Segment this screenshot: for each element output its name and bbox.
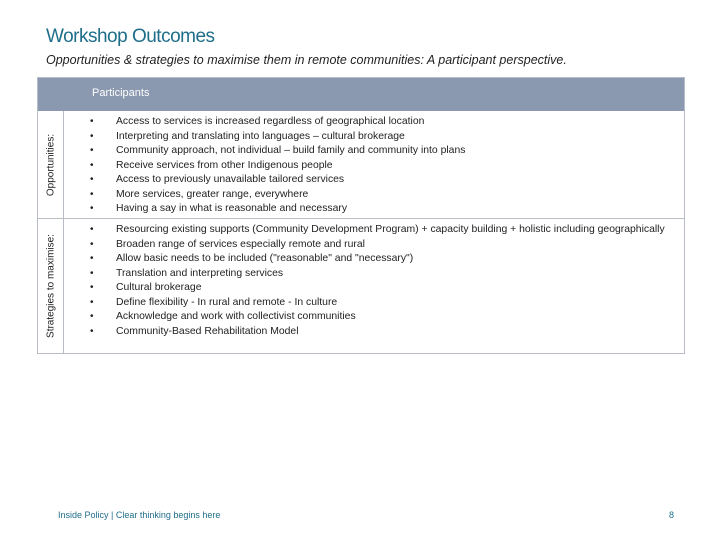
slide-title: Workshop Outcomes [46, 26, 215, 47]
list-item: • More services, greater range, everywhere [64, 188, 678, 203]
table-header [38, 78, 684, 111]
bullet-icon: • [90, 224, 94, 235]
bullet-icon: • [90, 188, 94, 200]
list-item: • Interpreting and translating into languages – cultural brokerage [64, 130, 678, 145]
row-label-opportunities: Opportunities: [45, 133, 56, 196]
list-item: • Receive services from other Indigenous people [64, 159, 678, 174]
bullet-icon: • [90, 174, 94, 185]
list-item: • Access to services is increased regardless of geographical location [64, 115, 678, 130]
list-item: • Define flexibility - In rural and remote - In culture [64, 296, 678, 311]
bullet-icon: • [90, 203, 94, 214]
list-item: • Community-Based Rehabilitation Model [64, 325, 678, 340]
list-item: • Cultural brokerage [64, 281, 678, 296]
row-opportunities [38, 111, 684, 219]
list-item: • Resourcing existing supports (Community Development Program) + capacity building + holistic including geographically [64, 223, 678, 238]
list-item: • Community approach, not individual – build family and community into plans [64, 144, 678, 159]
bullet-icon: • [90, 311, 94, 322]
row-strategies [38, 219, 684, 353]
bullet-icon: • [90, 145, 94, 156]
opportunities-list [64, 115, 678, 217]
bullet-icon: • [90, 238, 94, 250]
bullet-icon: • [90, 159, 94, 171]
slide-subtitle: Opportunities & strategies to maximise them in remote communities: A participant perspective. [46, 53, 567, 67]
bullet-icon: • [90, 130, 94, 142]
list-item: • Allow basic needs to be included ("reasonable" and "necessary") [64, 252, 678, 267]
bullet-icon: • [90, 282, 94, 293]
bullet-icon: • [90, 325, 94, 337]
footer-tagline: Inside Policy | Clear thinking begins here [58, 510, 221, 520]
bullet-icon: • [90, 116, 94, 127]
list-item: • Access to previously unavailable tailored services [64, 173, 678, 188]
bullet-icon: • [90, 296, 94, 308]
list-item: • Having a say in what is reasonable and necessary [64, 202, 678, 217]
list-item: • Translation and interpreting services [64, 267, 678, 282]
list-item: • Broaden range of services especially remote and rural [64, 238, 678, 253]
bullet-icon: • [90, 253, 94, 264]
row-label-strategies: Strategies to maximise: [45, 234, 56, 338]
row-label-cell [38, 219, 64, 353]
outcomes-table [37, 77, 685, 354]
column-header-participants: Participants [92, 87, 150, 99]
bullet-icon: • [90, 267, 94, 279]
list-item: • Acknowledge and work with collectivist communities [64, 310, 678, 325]
page-number: 8 [669, 510, 675, 520]
row-label-cell [38, 111, 64, 218]
strategies-list [64, 223, 678, 339]
